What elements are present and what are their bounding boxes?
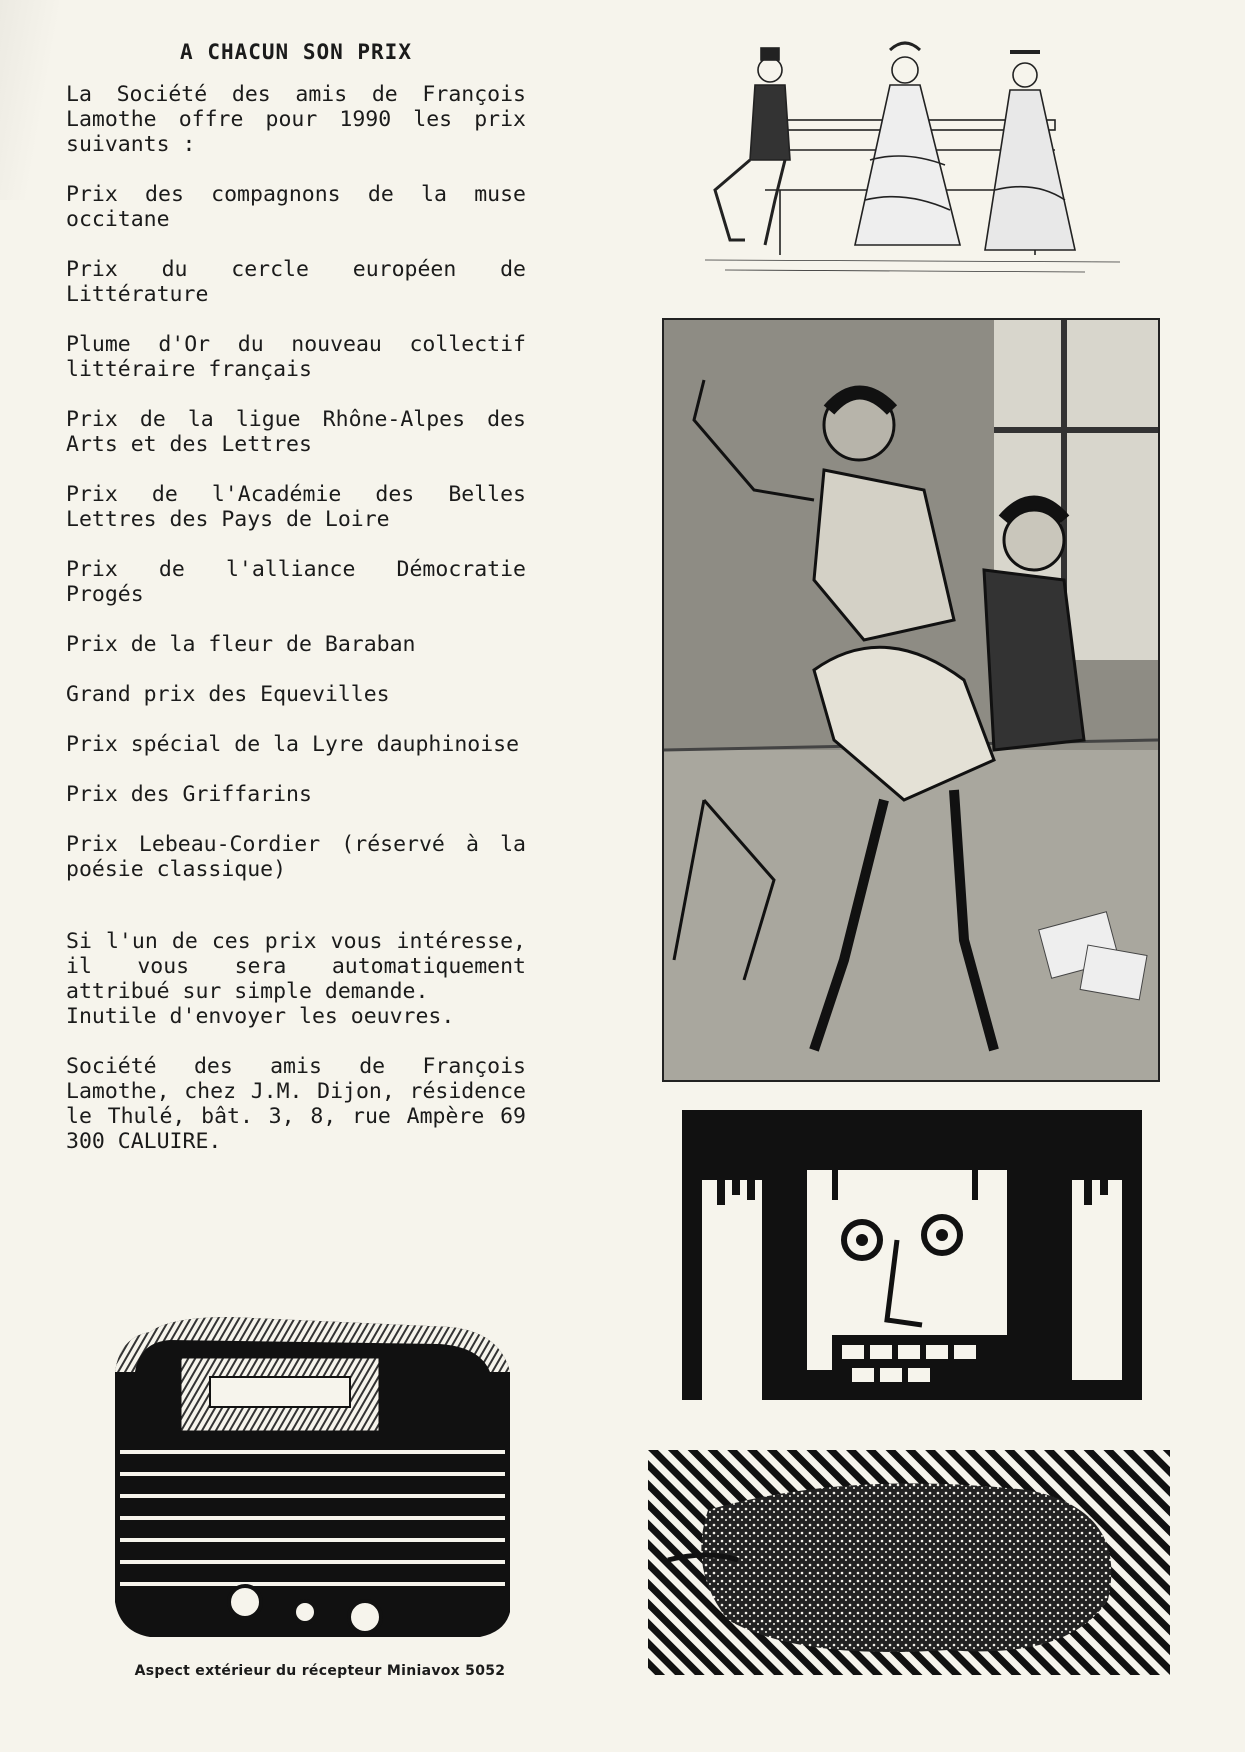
prize-item: Prix des Griffarins [66,782,312,807]
striped-rat-illustration [648,1450,1170,1675]
radio-caption: Aspect extérieur du récepteur Miniavox 5052 [134,1663,506,1679]
radio-receiver-illustration [110,1312,515,1652]
paper-fold-shadow [0,0,70,200]
prize-item: Prix spécial de la Lyre dauphinoise [66,732,520,757]
offer-paragraph [66,929,526,1029]
article-title: A CHACUN SON PRIX [180,40,412,64]
prize-item: Plume d'Or du nouveau collectif littéraire français [66,332,526,382]
note-text: Inutile d'envoyer les oeuvres. [66,1004,455,1029]
prize-list [66,182,526,882]
offer-text: Si l'un de ces prix vous intéresse, il vous sera automatiquement attribué sur simple demande. [66,929,526,1004]
prize-item: Prix des compagnons de la muse occitane [66,182,526,232]
prize-item: Prix de l'alliance Démocratie Progés [66,557,526,607]
address-paragraph: Société des amis de François Lamothe, chez J.M. Dijon, résidence le Thulé, bât. 3, 8, rue Ampère 69 300 CALUIRE. [66,1054,526,1154]
prize-item: Prix de la ligue Rhône-Alpes des Arts et des Lettres [66,407,526,457]
prize-item: Prix de la fleur de Baraban [66,632,416,657]
woodcut-face-illustration [672,1110,1147,1410]
intro-paragraph: La Société des amis de François Lamothe offre pour 1990 les prix suivants : [66,82,526,157]
prize-item: Prix Lebeau-Cordier (réservé à la poésie classique) [66,832,526,882]
prize-item: Prix de l'Académie des Belles Lettres des Pays de Loire [66,482,526,532]
bench-figures-illustration [705,40,1120,290]
prize-item: Grand prix des Equevilles [66,682,390,707]
article-column [66,40,526,1179]
framed-scene-illustration [662,318,1160,1082]
prize-item: Prix du cercle européen de Littérature [66,257,526,307]
